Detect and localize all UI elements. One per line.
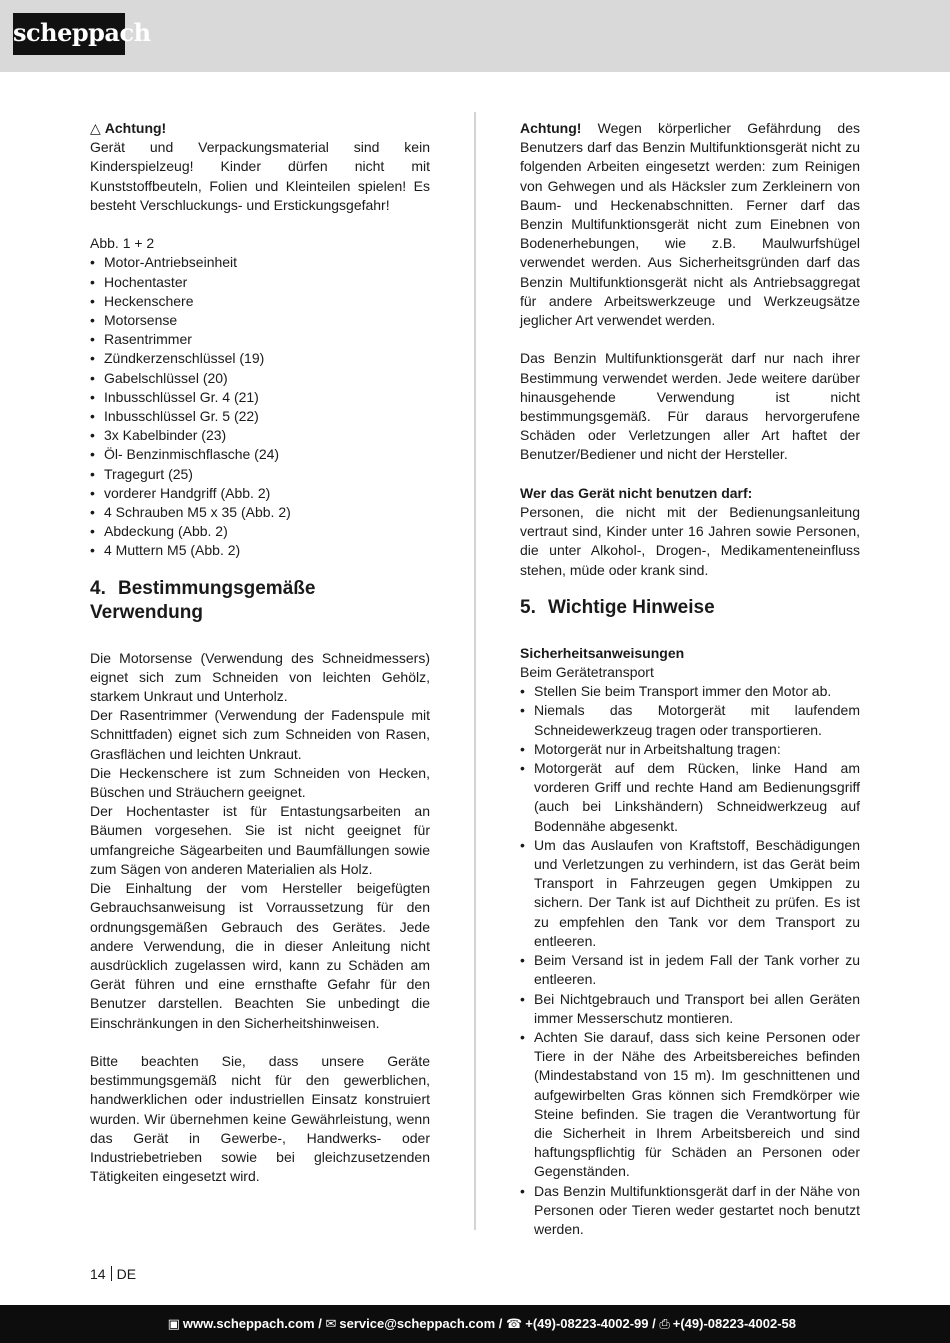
warning-text: Gerät und Verpackungsmaterial sind kein Kinderspielzeug! Kinder dürfen nicht mit Kunststoffbeuteln, Folien und Kleinteilen spielen! Es besteht Verschluckungs- und Erstickungsgefahr! [90, 139, 430, 213]
list-item: • Stellen Sie beim Transport immer den Motor ab. [520, 682, 860, 701]
list-item: • Niemals das Motorgerät mit laufendem Schneidewerkzeug tragen oder transportieren. [520, 701, 860, 739]
page-number-value: 14 [90, 1266, 106, 1282]
list-item: • 4 Muttern M5 (Abb. 2) [90, 541, 430, 560]
list-item: • Um das Auslaufen von Kraftstoff, Beschädigungen und Verletzungen zu verhindern, ist das Gerät beim Transport in Fahrzeugen gegen Umkippen zu sichern. Der Tank ist auf Dichtheit zu prüfen. Es ist zu empfehlen den Tank vor dem Transport zu entleeren. [520, 836, 860, 951]
left-column [90, 119, 430, 1186]
attention-label: Achtung! [520, 120, 582, 136]
list-item: • Gabelschlüssel (20) [90, 369, 430, 388]
safety-instructions-title: Sicherheitsanweisungen [520, 644, 685, 661]
list-item: • Motorgerät nur in Arbeitshaltung tragen: [520, 740, 860, 759]
list-item: • Inbusschlüssel Gr. 4 (21) [90, 388, 430, 407]
section-4-number: 4. [90, 577, 106, 599]
parts-list [90, 253, 430, 560]
list-item: • Hochentaster [90, 273, 430, 292]
warning-block [90, 119, 430, 215]
page-language: DE [116, 1266, 137, 1282]
list-item: • Motorsense [90, 311, 430, 330]
section-4-paragraph: Der Rasentrimmer (Verwendung der Fadenspule mit Schnittfaden) eignet sich zum Schneiden von Rasen, Grasflächen und leichten Unkraut. [90, 707, 430, 762]
usage-paragraph: Das Benzin Multifunktionsgerät darf nur nach ihrer Bestimmung verwendet werden. Jede weitere darüber hinausgehende Verwendung ist nicht bestimmungsgemäß. Für daraus hervorgerufene Schäden oder Verletzungen aller Art haftet der Benutzer/Bediener und nicht der Hersteller. [520, 350, 860, 463]
computer-icon: ▣ [167, 1316, 180, 1331]
transport-subtitle: Beim Gerätetransport [520, 664, 654, 681]
safety-list [520, 682, 860, 1239]
page-header [0, 0, 950, 72]
page-footer [0, 1305, 950, 1343]
list-item: • Motor-Antriebseinheit [90, 253, 430, 272]
page-number-divider [111, 1266, 112, 1281]
fax-icon: ⎙ [659, 1316, 670, 1331]
list-item: • Achten Sie darauf, dass sich keine Personen oder Tiere in der Nähe des Arbeitsbereiches befinden (Mindestabstand von 15 m). Im geschnittenen und aufgewirbelten Gras können sich Fremdkörper wie Steine befinden. Sie tragen die Verantwortung für die Sicherheit in Ihrem Arbeitsbereich und sind haftungspflichtig für Schäden an Personen oder Gegenständen. [520, 1028, 860, 1182]
fax-number: +(49)-08223-4002-58 [672, 1316, 796, 1331]
footer-separator: / [498, 1316, 503, 1331]
section-4-paragraph: Die Einhaltung der vom Hersteller beigefügten Gebrauchsanweisung ist Vorraussetzung für den ordnungsgemäßen Gebrauch des Gerätes. Jede andere Verwendung, die in dieser Anleitung nicht ausdrücklich zugelassen wird, kann zu Schäden am Gerät führen und eine ernsthafte Gefahr für den Benutzer darstellen. Beachten Sie unbedingt die Einschränkungen in den Sicherheitshinweisen. [90, 880, 430, 1031]
list-item: • 3x Kabelbinder (23) [90, 426, 430, 445]
section-5-number: 5. [520, 596, 536, 618]
mail-icon: ✉ [325, 1316, 337, 1331]
list-item: • Beim Versand ist in jedem Fall der Tank vorher zu entleeren. [520, 951, 860, 989]
email-link[interactable]: service@scheppach.com [339, 1316, 496, 1331]
list-item: • Öl- Benzinmischflasche (24) [90, 445, 430, 464]
attention-text: Wegen körperlicher Gefährdung des Benutzers darf das Benzin Multifunktionsgerät nicht zu folgenden Arbeiten eingesetzt werden: zum Reinigen von Gehwegen und als Häcksler zum Zerkleinern von Baum- und Heckenabschnitten. Ferner darf das Benzin Multifunktionsgerät nicht zum Einebnen von Bodenerhebungen, wie z.B. Maulwurfshügel verwendet werden. Aus Sicherheitsgründen darf das Benzin Multifunktionsgerät nicht als Antriebsaggregat für andere Arbeitswerkzeuge und Werkzeugsätze jeglicher Art verwendet werden. [520, 120, 860, 329]
list-item: • 4 Schrauben M5 x 35 (Abb. 2) [90, 503, 430, 522]
phone-number: +(49)-08223-4002-99 [525, 1316, 649, 1331]
list-item: • Rasentrimmer [90, 330, 430, 349]
list-item: • Zündkerzenschlüssel (19) [90, 349, 430, 368]
phone-icon: ☎ [506, 1316, 523, 1331]
right-column [520, 119, 860, 1239]
who-may-not-use-text: Personen, die nicht mit der Bedienungsanleitung vertraut sind, Kinder unter 16 Jahren sowie Personen, die unter Alkohol-, Drogen-, Medikamenteneinfluss stehen, müde oder krank sind. [520, 504, 860, 578]
footer-separator: / [652, 1316, 656, 1331]
contact-bar [168, 1305, 796, 1343]
column-divider [474, 112, 476, 1230]
section-4-heading [90, 577, 430, 625]
who-may-not-use-title: Wer das Gerät nicht benutzen darf: [520, 484, 753, 501]
list-item: • Das Benzin Multifunktionsgerät darf in der Nähe von Personen oder Tieren weder gestartet noch benutzt werden. [520, 1182, 860, 1240]
footer-separator: / [318, 1316, 322, 1331]
section-5-heading [520, 596, 860, 620]
section-4-paragraph: Die Motorsense (Verwendung des Schneidmessers) eignet sich zum Schneiden von leichten Gehölz, starkem Unkraut und Unterholz. [90, 649, 430, 705]
list-item: • Tragegurt (25) [90, 465, 430, 484]
list-item: • Heckenschere [90, 292, 430, 311]
list-item: • Motorgerät auf dem Rücken, linke Hand am vorderen Griff und rechte Hand am Bedienungsgriff (auch bei Linkshändern) Schneidwerkzeug auf Bodennähe abgesenkt. [520, 759, 860, 836]
warning-title: Achtung! [104, 120, 167, 136]
list-item: • Inbusschlüssel Gr. 5 (22) [90, 407, 430, 426]
list-item: • Abdeckung (Abb. 2) [90, 522, 430, 541]
list-item: • vorderer Handgriff (Abb. 2) [90, 484, 430, 503]
section-5-title: Wichtige Hinweise [548, 596, 715, 618]
figure-reference: Abb. 1 + 2 [90, 235, 155, 252]
website-link[interactable]: www.scheppach.com [182, 1316, 315, 1331]
section-4-paragraph: Der Hochentaster ist für Entastungsarbeiten an Bäumen vorgesehen. Sie ist nicht geeignet für umfangreiche Sägearbeiten und Baumfällungen sowie zum Sägen von anderen Materialien als Holz. [90, 803, 430, 877]
page-number [90, 1265, 136, 1283]
attention-block [520, 119, 860, 330]
warning-triangle-icon: △ [90, 120, 101, 136]
scheppach-logo: scheppach [13, 13, 125, 55]
section-4-paragraph: Bitte beachten Sie, dass unsere Geräte bestimmungsgemäß nicht für den gewerblichen, handwerklichen oder industriellen Einsatz konstruiert wurden. Wir übernehmen keine Gewährleistung, wenn das Gerät in Gewerbe-, Handwerks- oder Industriebetrieben sowie bei gleichzusetzenden Tätigkeiten eingesetzt wird. [90, 1052, 430, 1185]
list-item: • Bei Nichtgebrauch und Transport bei allen Geräten immer Messerschutz montieren. [520, 990, 860, 1028]
section-4-title: Bestimmungsgemäße Verwendung [90, 577, 316, 623]
section-4-paragraph: Die Heckenschere ist zum Schneiden von Hecken, Büschen und Sträuchern geeignet. [90, 764, 430, 801]
